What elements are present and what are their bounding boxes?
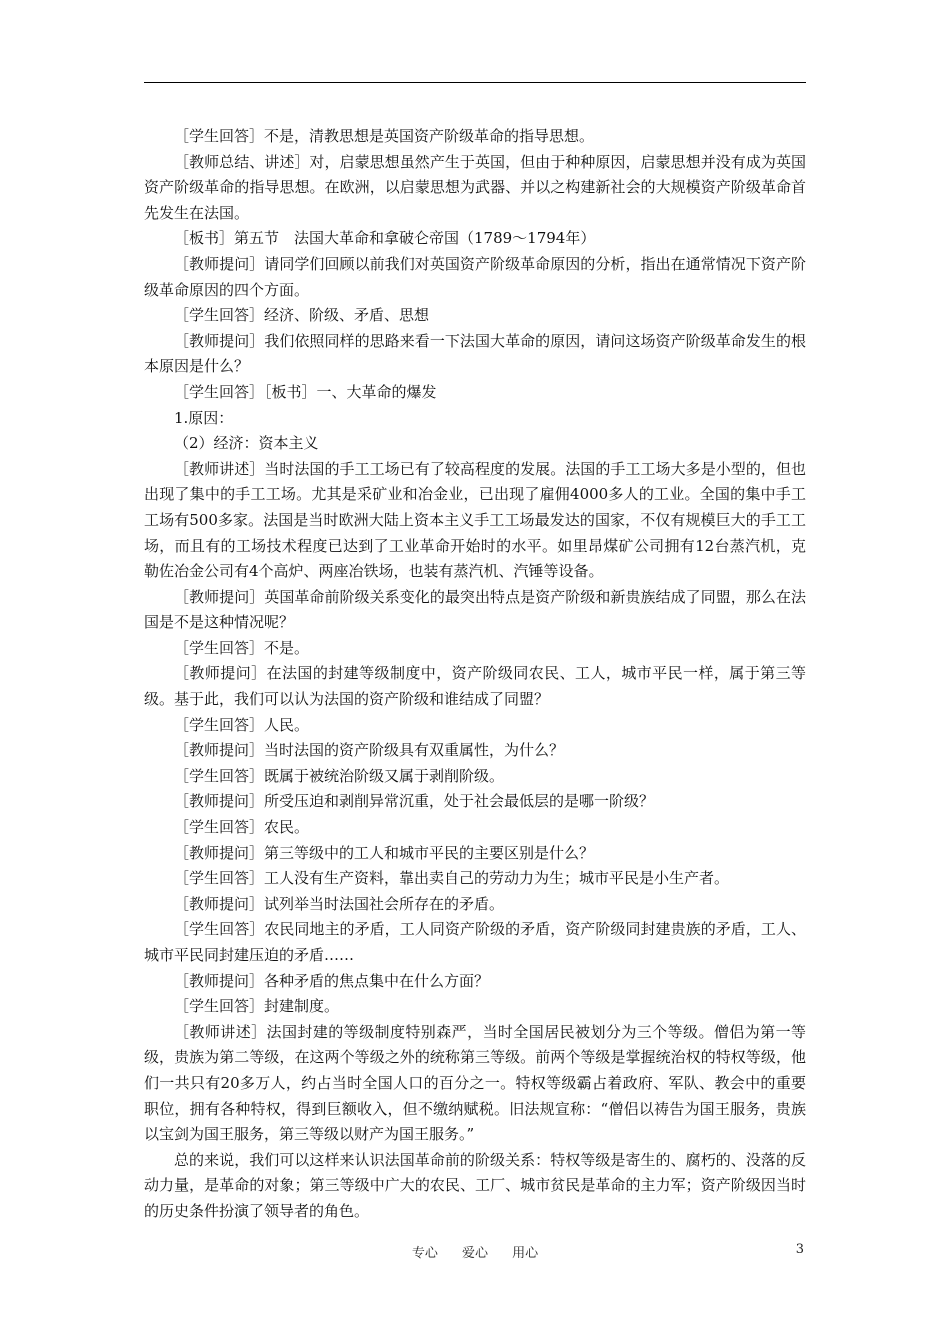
board-note: ［板书］第五节 法国大革命和拿破仑帝国（1789～1794年） <box>174 229 596 248</box>
paragraph: ［教师提问］当时法国的资产阶级具有双重属性，为什么？ <box>174 741 565 760</box>
paragraph: ［学生回答］封建制度。 <box>174 997 340 1016</box>
paragraph: ［教师提问］我们依照同样的思路来看一下法国大革命的原因，请问这场资产阶级革命发生的根本原因是什么？ <box>144 331 806 376</box>
paragraph: ［教师提问］请同学们回顾以前我们对英国资产阶级革命原因的分析，指出在通常情况下资产阶级革命原因的四个方面。 <box>144 254 806 299</box>
paragraph: 总的来说，我们可以这样来认识法国革命前的阶级关系：特权等级是寄生的、腐朽的、没落的反动力量，是革命的对象；第三等级中广大的农民、工厂、城市贫民是革命的主力军；资产阶级因当时的历史条件扮演了领导者的角色。 <box>144 1150 806 1220</box>
paragraph: ［教师提问］英国革命前阶级关系变化的最突出特点是资产阶级和新贵族结成了同盟，那么在法国是不是这种情况呢？ <box>144 587 806 632</box>
footer-motto: 爱心 <box>461 1246 488 1261</box>
paragraph: ［学生回答］人民。 <box>174 715 310 734</box>
paragraph: ［教师提问］试列举当时法国社会所存在的矛盾。 <box>174 894 505 913</box>
paragraph: 1.原因： <box>174 408 234 427</box>
paragraph: ［学生回答］［板书］一、大革命的爆发 <box>174 382 437 401</box>
footer-motto: 用心 <box>512 1246 539 1261</box>
paragraph: ［学生回答］工人没有生产资料，靠出卖自己的劳动力为生；城市平民是小生产者。 <box>174 869 730 888</box>
paragraph: ［学生回答］经济、阶级、矛盾、思想 <box>174 306 430 325</box>
paragraph: ［学生回答］农民同地主的矛盾，工人同资产阶级的矛盾，资产阶级同封建贵族的矛盾，工人、城市平民同封建压迫的矛盾…… <box>144 920 806 964</box>
header-rule <box>144 82 806 83</box>
paragraph: （2）经济：资本主义 <box>174 434 319 453</box>
paragraph: ［教师提问］第三等级中的工人和城市平民的主要区别是什么？ <box>174 843 595 862</box>
paragraph: ［教师提问］各种矛盾的焦点集中在什么方面？ <box>174 971 490 990</box>
paragraph: ［学生回答］既属于被统治阶级又属于剥削阶级。 <box>174 766 505 785</box>
paragraph: ［教师提问］在法国的封建等级制度中，资产阶级同农民、工人，城市平民一样，属于第三等级。基于此，我们可以认为法国的资产阶级和谁结成了同盟？ <box>144 664 806 709</box>
footer-motto: 专心 <box>411 1246 438 1261</box>
paragraph: ［教师讲述］法国封建的等级制度特别森严，当时全国居民被划分为三个等级。僧侣为第一等级，贵族为第二等级，在这两个等级之外的统称第三等级。前两个等级是掌握统治权的特权等级，他们一共只有20多万人，约占当时全国人口的百分之一。特权等级霸占着政府、军队、教会中的重要职位，拥有各种特权，得到巨额收入，但不缴纳赋税。旧法规宣称：“僧侣以祷告为国王服务，贵族以宝剑为国王服务，第三等级以财产为国王服务。” <box>144 1022 806 1144</box>
footer-mottos <box>0 1242 950 1261</box>
page-number: 3 <box>795 1242 804 1257</box>
paragraph: ［教师提问］所受压迫和剥削异常沉重，处于社会最低层的是哪一阶级？ <box>174 792 655 811</box>
page-body <box>144 124 806 1225</box>
page-footer <box>0 1242 950 1262</box>
paragraph: ［学生回答］不是。 <box>174 638 310 657</box>
paragraph: ［教师总结、讲述］对，启蒙思想虽然产生于英国，但由于种种原因，启蒙思想并没有成为英国资产阶级革命的指导思想。在欧洲，以启蒙思想为武器、并以之构建新社会的大规模资产阶级革命首先发生在法国。 <box>144 152 806 222</box>
paragraph: ［教师讲述］当时法国的手工工场已有了较高程度的发展。法国的手工工场大多是小型的，但也出现了集中的手工工场。尤其是采矿业和冶金业，已出现了雇佣4000多人的工业。全国的集中手工工场有500多家。法国是当时欧洲大陆上资本主义手工工场最发达的国家，不仅有规模巨大的手工工场，而且有的工场技术程度已达到了工业革命开始时的水平。如里昂煤矿公司拥有12台蒸汽机，克勒佐冶金公司有4个高炉、两座冶铁场，也装有蒸汽机、汽锤等设备。 <box>144 459 806 581</box>
paragraph: ［学生回答］农民。 <box>174 818 310 837</box>
paragraph: ［学生回答］不是，清教思想是英国资产阶级革命的指导思想。 <box>174 127 595 145</box>
